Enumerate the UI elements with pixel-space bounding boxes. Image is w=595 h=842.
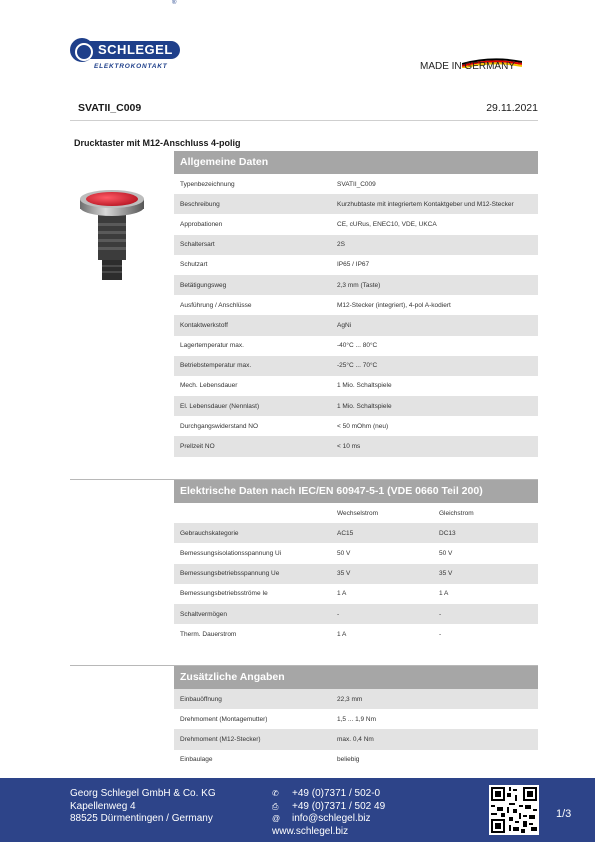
page-footer (0, 778, 595, 842)
made-in-label: MADE IN GERMANY (419, 61, 515, 72)
table-row: Schutzart IP65 / IP67 (180, 261, 370, 269)
table-row: Ausführung / Anschlüsse M12-Stecker (integriert), 4-pol A-kodiert (180, 301, 451, 309)
table-row: Beschreibung Kurzhubtaste mit integriertem Kontaktgeber und M12-Stecker (174, 194, 538, 214)
fax-icon: ⎙ (272, 801, 279, 811)
header-divider (70, 120, 538, 121)
email-link[interactable]: info@schlegel.biz (292, 813, 371, 824)
table-row: Typenbezeichnung SVATII_C009 (180, 180, 376, 188)
table-row: Schaltersart 2S (174, 235, 538, 255)
electrical-data-heading: Elektrische Daten nach IEC/EN 60947-5-1 (VDE 0660 Teil 200) (174, 480, 538, 503)
table-row: Drehmoment (Montagemutter) 1,5 ... 1,9 Nm (180, 715, 377, 723)
general-data-table (174, 151, 538, 457)
table-row: Bemessungsisolationsspannung Ui 50 V 50 V (180, 549, 453, 557)
company-name: Georg Schlegel GmbH & Co. KG (70, 788, 216, 799)
table-row: Drehmoment (M12-Stecker) max. 0,4 Nm (174, 729, 538, 749)
table-row: Schaltvermögen - - (174, 604, 538, 624)
company-logo (70, 38, 180, 74)
fax-number: +49 (0)7371 / 502 49 (292, 800, 386, 812)
company-contact (272, 788, 385, 838)
table-row: Betriebstemperatur max. -25°C ... 70°C (174, 356, 538, 376)
document-date: 29.11.2021 (486, 102, 538, 114)
product-subtitle: Drucktaster mit M12-Anschluss 4-polig (74, 138, 241, 148)
table-row: Lagertemperatur max. -40°C ... 80°C (180, 342, 378, 350)
general-data-heading: Allgemeine Daten (174, 151, 538, 174)
table-row: Gebrauchskategorie AC15 DC13 (174, 523, 538, 543)
website-link[interactable]: www.schlegel.biz (272, 825, 349, 837)
company-city: 88525 Dürmentingen / Germany (70, 813, 213, 824)
table-row: Mech. Lebensdauer 1 Mio. Schaltspiele (180, 382, 392, 390)
table-row: Kontaktwerkstoff AgNi (174, 315, 538, 335)
table-row: Betätigungsweg 2,3 mm (Taste) (174, 275, 538, 295)
qr-code-icon (489, 785, 539, 835)
table-row: Einbaulage beliebig (180, 756, 360, 764)
logo-wordmark: SCHLEGEL (88, 41, 180, 59)
table-row: Einbauöffnung 22,3 mm (174, 689, 538, 709)
company-address (70, 788, 216, 826)
product-image (72, 185, 152, 285)
electrical-data-table (174, 480, 538, 644)
logo-emblem-icon (70, 38, 94, 62)
table-row: Bemessungsbetriebsströme Ie 1 A 1 A (180, 590, 449, 598)
phone-number[interactable]: +49 (0)7371 / 502-0 (292, 788, 381, 799)
table-row: Bemessungsbetriebsspannung Ue 35 V 35 V (174, 564, 538, 584)
company-street: Kapellenweg 4 (70, 800, 136, 812)
additional-data-table (174, 666, 538, 770)
phone-icon: ✆ (272, 789, 279, 798)
table-row: Durchgangswiderstand NO < 50 mOhm (neu) (180, 422, 389, 430)
registered-mark: ® (172, 0, 177, 6)
table-row: Approbationen CE, cURus, ENEC10, VDE, UKCA (180, 220, 437, 228)
table-row: Therm. Dauerstrom 1 A - (180, 630, 442, 638)
document-id: SVATII_C009 (78, 102, 142, 114)
table-header-row: Wechselstrom Gleichstrom (337, 509, 474, 517)
page-number: 1/3 (556, 808, 572, 820)
table-row: Prellzeit NO < 10 ms (174, 436, 538, 456)
email-icon: @ (272, 814, 281, 823)
table-row: El. Lebensdauer (Nennlast) 1 Mio. Schaltspiele (174, 396, 538, 416)
additional-data-heading: Zusätzliche Angaben (174, 666, 538, 689)
logo-subtitle: ELEKTROKONTAKT (94, 63, 168, 70)
